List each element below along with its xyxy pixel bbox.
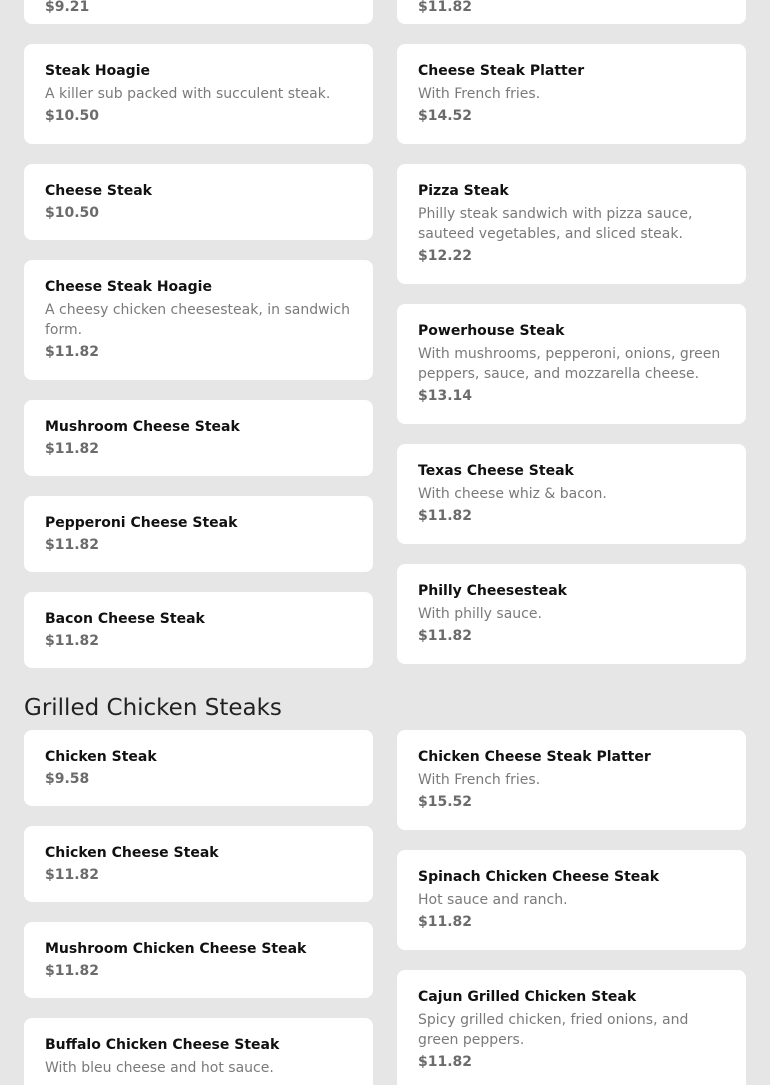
menu-item-card[interactable] [397,164,746,284]
menu-item-card[interactable] [24,164,373,240]
item-price: $11.82 [45,537,100,553]
menu-item-card[interactable] [397,970,746,1085]
item-name: Texas Cheese Steak [418,463,574,479]
item-description: Spicy grilled chicken, fried onions, and green peppers. [418,1012,689,1048]
menu-item-card[interactable] [397,730,746,830]
item-price: $14.52 [418,108,473,124]
item-price: $9.21 [45,0,90,15]
item-price: $15.52 [418,794,473,810]
menu-item-card[interactable] [24,826,373,902]
item-price: $10.50 [45,205,100,221]
menu-item-card[interactable] [24,260,373,380]
item-name: Cheese Steak Hoagie [45,279,212,295]
menu-item-card[interactable] [397,304,746,424]
item-price: $11.82 [418,508,473,524]
item-name: Chicken Cheese Steak Platter [418,749,651,765]
menu-item-card[interactable] [24,922,373,998]
item-description: With mushrooms, pepperoni, onions, green peppers, sauce, and mozzarella cheese. [418,346,721,382]
item-price: $10.50 [45,108,100,124]
menu-item-card[interactable] [24,44,373,144]
item-price: $11.82 [45,441,100,457]
item-name: Bacon Cheese Steak [45,611,205,627]
menu-item-card[interactable] [397,564,746,664]
menu-item-card[interactable] [24,400,373,476]
item-name: Powerhouse Steak [418,323,565,339]
item-price: $11.82 [45,344,100,360]
item-description: With French fries. [418,86,541,102]
item-description: With philly sauce. [418,606,542,622]
item-description: A cheesy chicken cheesesteak, in sandwich form. [45,302,350,338]
item-name: Pizza Steak [418,183,509,199]
item-description: Philly steak sandwich with pizza sauce, sauteed vegetables, and sliced steak. [418,206,693,242]
item-price: $11.82 [418,1054,473,1070]
menu-item-card[interactable] [24,592,373,668]
item-name: Cajun Grilled Chicken Steak [418,989,637,1005]
menu-item-card[interactable] [24,730,373,806]
menu-item-card[interactable] [24,1018,373,1085]
item-price: $11.82 [45,633,100,649]
item-price: $11.82 [45,963,100,979]
item-name: Chicken Cheese Steak [45,845,219,861]
item-name: Cheese Steak Platter [418,63,585,79]
menu-item-card[interactable] [397,0,746,24]
item-name: Cheese Steak [45,183,152,199]
item-description: With French fries. [418,772,541,788]
item-price: $9.58 [45,771,90,787]
item-name: Steak Hoagie [45,63,150,79]
item-description: A killer sub packed with succulent steak. [45,86,331,102]
item-name: Pepperoni Cheese Steak [45,515,238,531]
item-name: Mushroom Chicken Cheese Steak [45,941,307,957]
item-name: Spinach Chicken Cheese Steak [418,869,660,885]
item-price: $11.82 [418,914,473,930]
item-price: $11.82 [45,867,100,883]
menu-item-card[interactable] [397,444,746,544]
item-name: Buffalo Chicken Cheese Steak [45,1037,280,1053]
item-description: Hot sauce and ranch. [418,892,568,908]
menu-item-card[interactable] [24,496,373,572]
item-price: $11.82 [418,0,473,15]
item-name: Mushroom Cheese Steak [45,419,240,435]
menu-item-card[interactable] [24,0,373,24]
item-price: $12.22 [418,248,473,264]
item-description: With cheese whiz & bacon. [418,486,607,502]
item-description: With bleu cheese and hot sauce. [45,1060,274,1076]
item-name: Philly Cheesesteak [418,583,567,599]
section-title: Grilled Chicken Steaks [24,695,282,721]
item-name: Chicken Steak [45,749,157,765]
menu-item-card[interactable] [397,44,746,144]
item-price: $13.14 [418,388,473,404]
menu-item-card[interactable] [397,850,746,950]
item-price: $11.82 [418,628,473,644]
